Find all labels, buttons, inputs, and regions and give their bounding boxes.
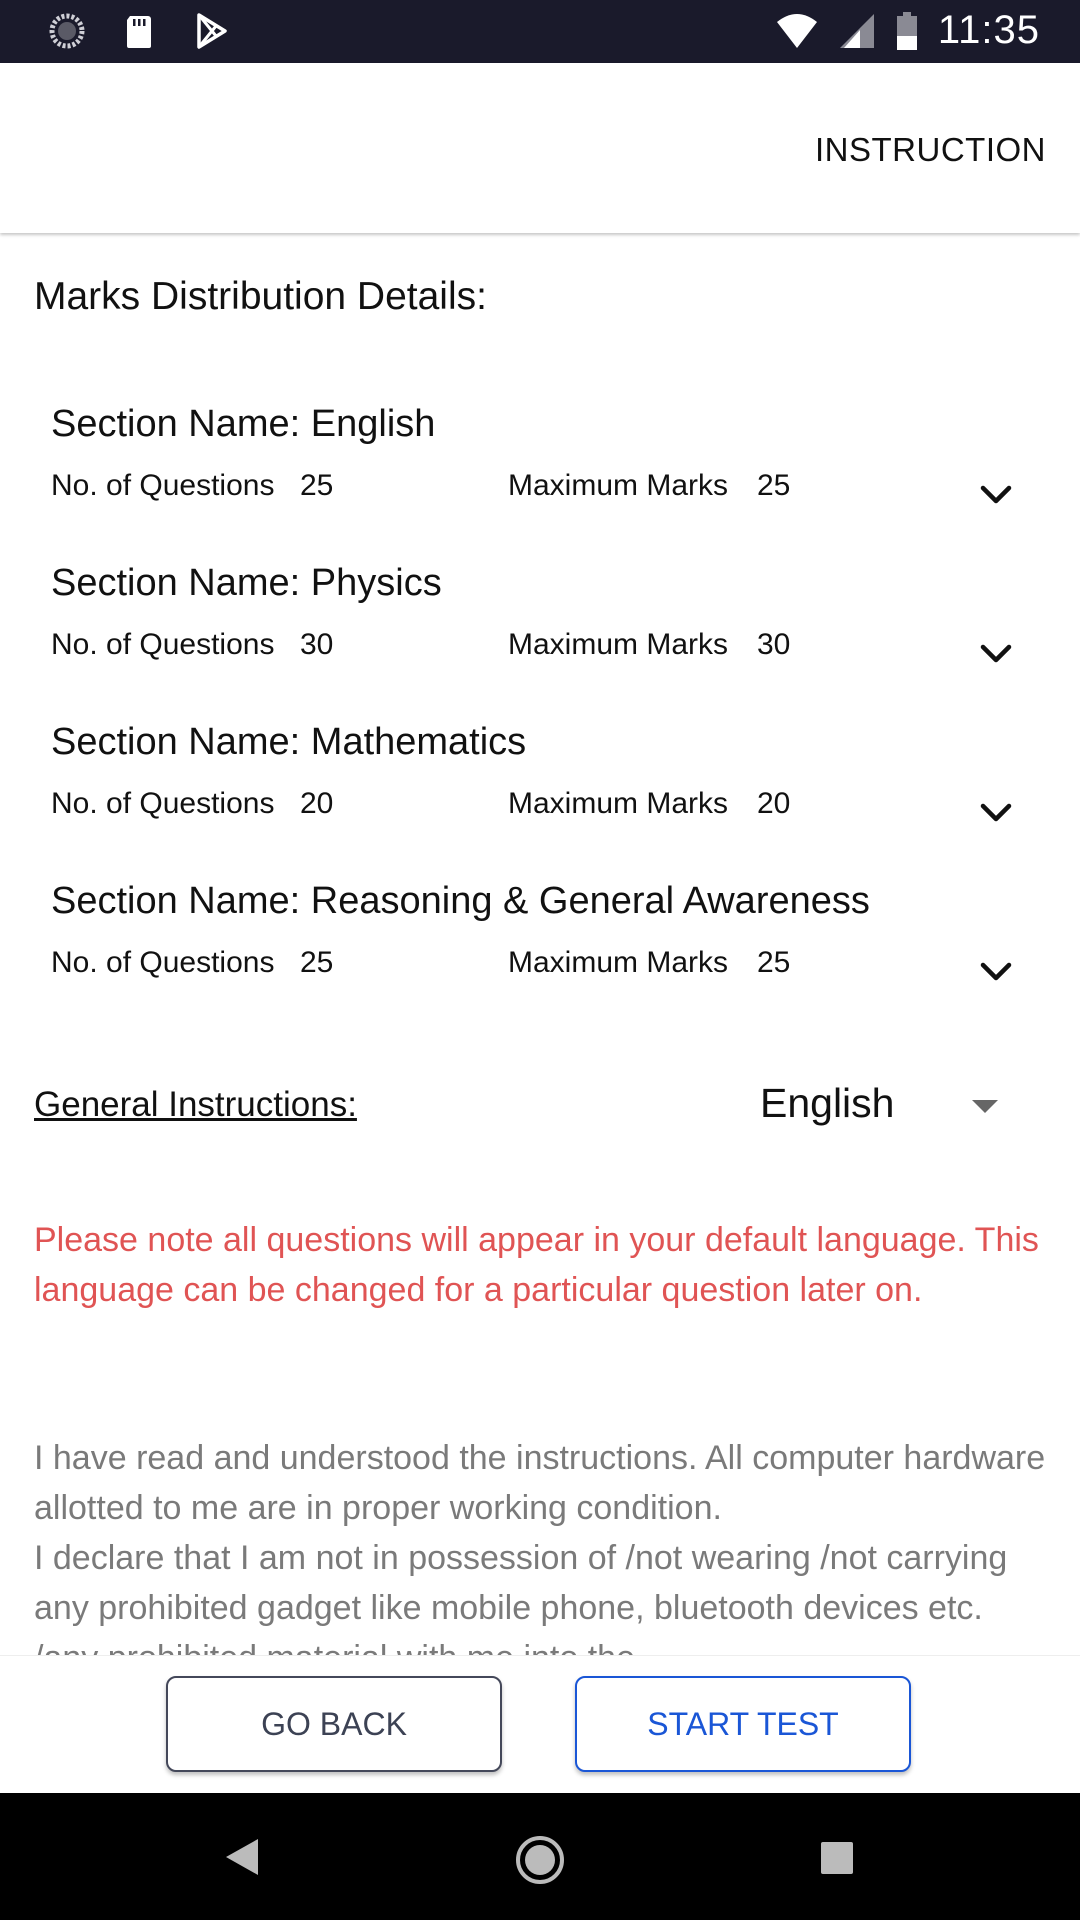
section-mathematics[interactable]: [0, 721, 1080, 881]
section-reasoning[interactable]: [0, 880, 1080, 1040]
recent-apps-icon[interactable]: [820, 1841, 854, 1875]
dropdown-arrow-icon: [970, 1096, 1000, 1116]
section-name: Section Name: Mathematics: [51, 721, 527, 763]
language-note: Please note all questions will appear in your default language. This language can be changed for a particular question later on.: [34, 1221, 1039, 1309]
start-test-button[interactable]: START TEST: [575, 1676, 911, 1772]
language-select[interactable]: [760, 1080, 1020, 1140]
questions-label: No. of Questions: [51, 469, 275, 502]
play-store-icon: [192, 12, 230, 50]
questions-label: No. of Questions: [51, 787, 275, 820]
signal-icon: [838, 12, 876, 50]
questions-label: No. of Questions: [51, 946, 275, 979]
section-stats: [51, 628, 1031, 668]
wifi-icon: [774, 12, 820, 50]
questions-value: 20: [300, 787, 334, 820]
action-bar: [0, 1655, 1080, 1794]
navigation-bar: [0, 1793, 1080, 1920]
section-stats: [51, 787, 1031, 827]
marks-label: Maximum Marks: [508, 628, 729, 661]
general-instructions-label: General Instructions:: [34, 1085, 357, 1124]
language-value: English: [760, 1080, 895, 1126]
marks-value: 25: [757, 946, 791, 979]
marks-label: Maximum Marks: [508, 946, 729, 979]
questions-label: No. of Questions: [51, 628, 275, 661]
content-scroll-area[interactable]: [0, 233, 1080, 1653]
section-physics[interactable]: [0, 562, 1080, 722]
marks-value: 30: [757, 628, 791, 661]
questions-value: 25: [300, 469, 334, 502]
questions-value: 30: [300, 628, 334, 661]
section-stats: [51, 469, 1031, 509]
marks-label: Maximum Marks: [508, 469, 729, 502]
sd-card-icon: [120, 12, 158, 50]
questions-value: 25: [300, 946, 334, 979]
status-right-icons: [774, 8, 1040, 53]
status-left-icons: [48, 12, 230, 50]
battery-icon: [894, 12, 920, 50]
section-name: Section Name: English: [51, 403, 436, 445]
declaration-text: I have read and understood the instructions. All computer hardware allotted to me are in proper working condition. I declare that I am not in possession of /not wearing /not carrying any prohibited gadget like mobile phone, bluetooth devices etc.: [34, 1439, 1046, 1627]
section-stats: [51, 946, 1031, 986]
status-bar: [0, 0, 1080, 63]
chevron-down-icon[interactable]: [979, 636, 1013, 670]
home-icon[interactable]: [515, 1835, 565, 1885]
marks-value: 20: [757, 787, 791, 820]
go-back-button[interactable]: GO BACK: [166, 1676, 502, 1772]
clock: 11:35: [937, 8, 1040, 52]
chevron-down-icon[interactable]: [979, 795, 1013, 829]
marks-distribution-heading: Marks Distribution Details:: [34, 275, 487, 318]
section-english[interactable]: [0, 403, 1080, 563]
section-name: Section Name: Physics: [51, 562, 442, 604]
app-bar: [0, 63, 1080, 233]
section-name: Section Name: Reasoning & General Awareness: [51, 880, 870, 922]
marks-value: 25: [757, 469, 791, 502]
marks-label: Maximum Marks: [508, 787, 729, 820]
back-icon[interactable]: [224, 1837, 260, 1877]
page-title: INSTRUCTION: [815, 131, 1046, 168]
chevron-down-icon[interactable]: [979, 477, 1013, 511]
chevron-down-icon[interactable]: [979, 954, 1013, 988]
loading-icon: [48, 12, 86, 50]
